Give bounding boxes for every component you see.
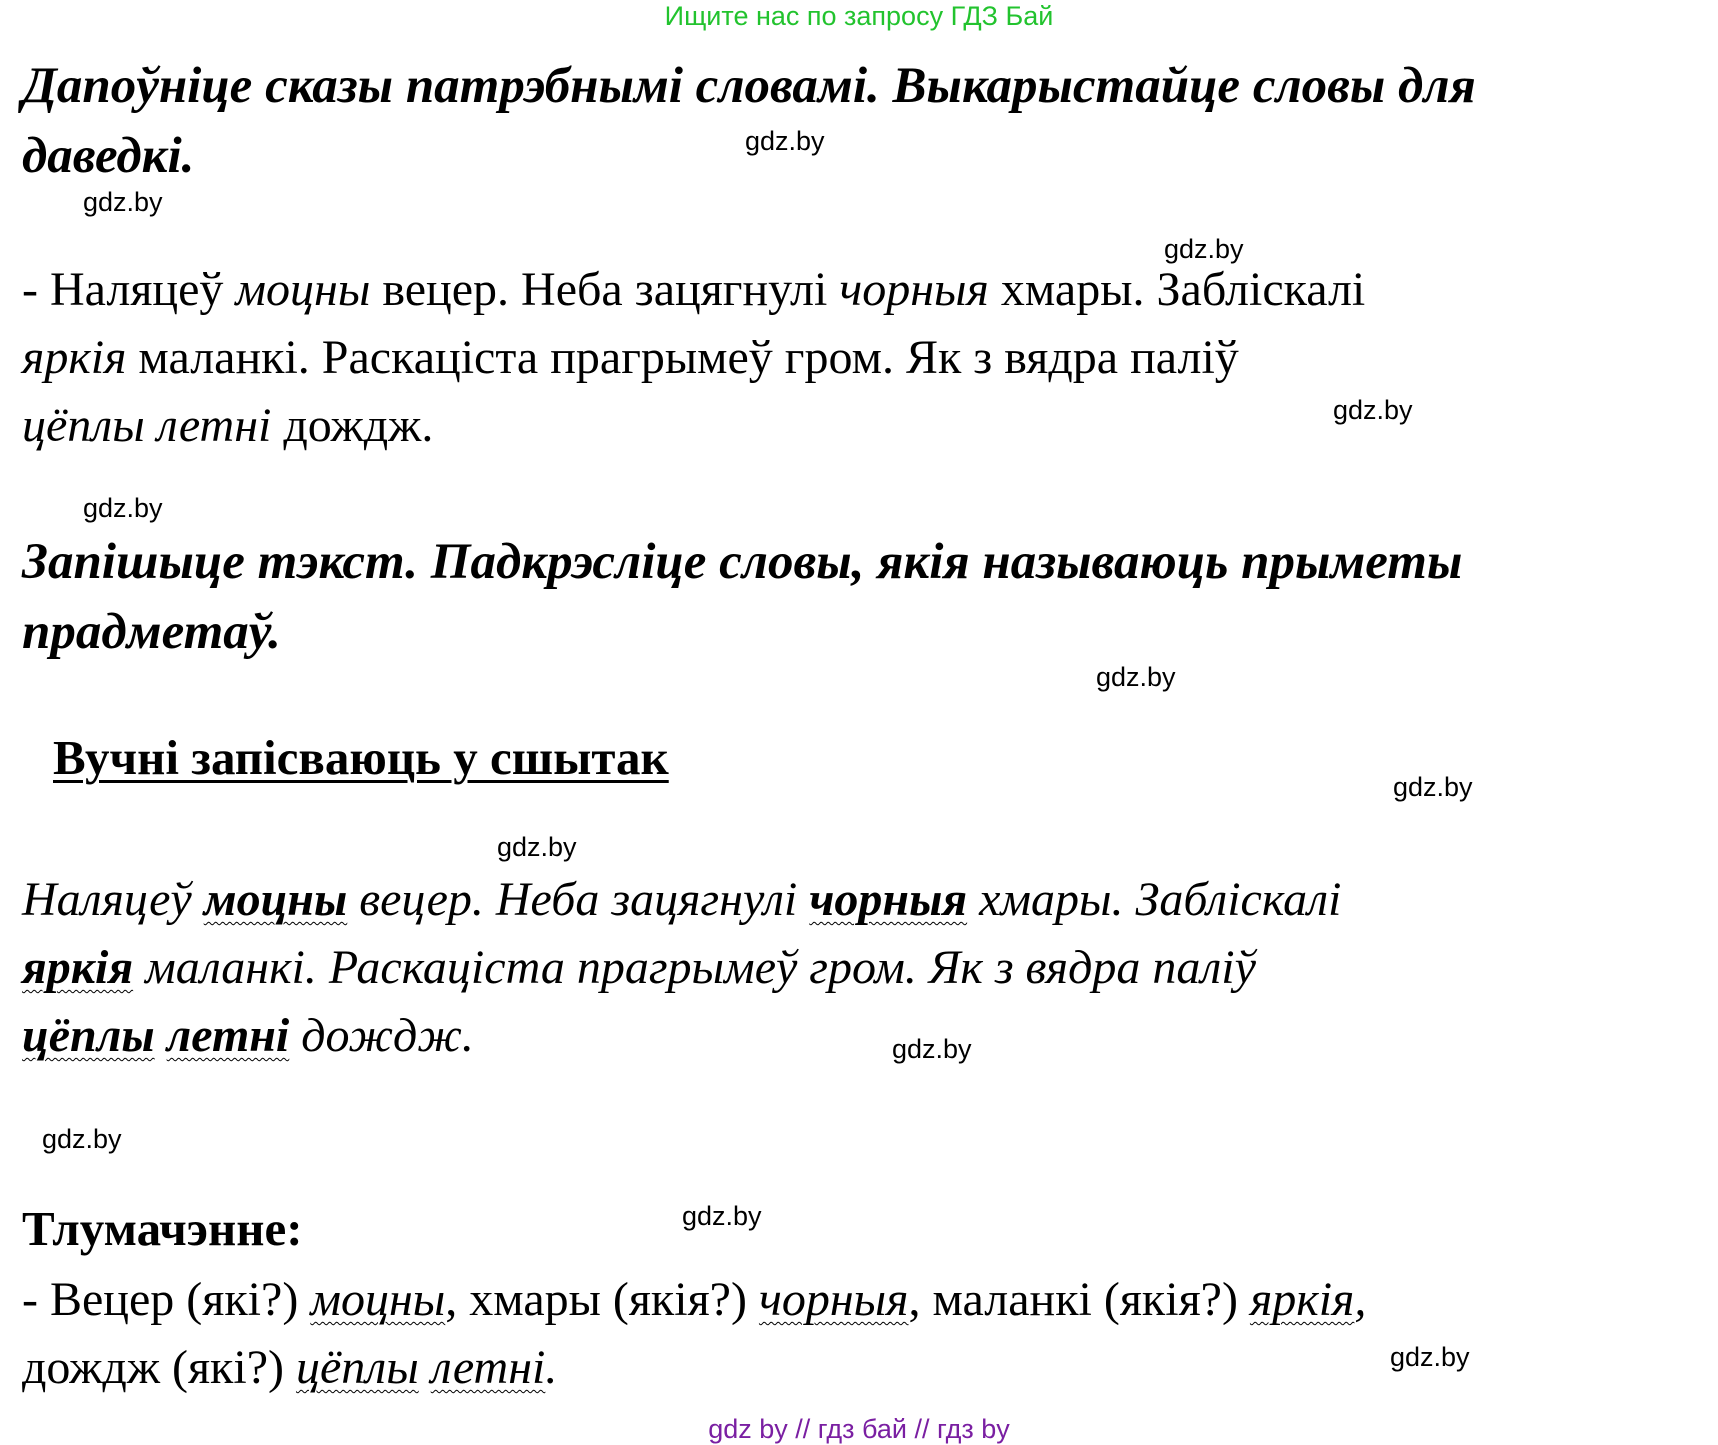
task2-line2: прадметаў. — [22, 604, 281, 660]
text-span: - Вецер (якi?) — [22, 1273, 311, 1326]
watermark: gdz.by — [1393, 772, 1473, 802]
text-span: , — [1354, 1273, 1367, 1326]
underlined-adjective: моцны — [310, 1273, 446, 1326]
underlined-adjective: моцны — [203, 873, 348, 926]
text-span: . — [545, 1341, 558, 1394]
task1-line2: даведкі. — [22, 128, 195, 184]
text-span: Наляцеў — [22, 873, 204, 926]
filled-word: цёплы летнi — [22, 399, 272, 452]
watermark: gdz.by — [1390, 1342, 1470, 1372]
text-span: дождж (якi?) — [22, 1341, 296, 1394]
answer2-line1 — [22, 866, 1341, 934]
explanation-title: Тлумачэнне: — [22, 1201, 303, 1256]
underlined-adjective: яркiя — [1249, 1273, 1355, 1326]
task2-line1: Запiшыце тэкст. Падкрэслiце словы, якiя называюць прыметы — [22, 534, 1463, 590]
text-span: - Наляцеў — [22, 263, 236, 316]
underlined-adjective: яркiя — [22, 941, 134, 994]
section-header: Вучнi запiсваюць у сшытак — [53, 730, 669, 785]
answer1-line3 — [22, 392, 433, 460]
answer2-line2 — [22, 934, 1256, 1002]
text-span — [155, 1009, 167, 1062]
text-span: дождж. — [289, 1009, 474, 1062]
underlined-adjective: летнi — [430, 1341, 546, 1394]
text-span: вецер. Неба зацягнулі — [370, 263, 840, 316]
task1-line1: Дапоўніце сказы патрэбнымі словамі. Выкарыстайце словы для — [22, 58, 1476, 114]
watermark: gdz.by — [497, 832, 577, 862]
text-span: хмары. Заблiскалi — [988, 263, 1366, 316]
underlined-adjective: цёплы — [22, 1009, 155, 1062]
answer2-line3 — [22, 1002, 474, 1070]
text-span — [419, 1341, 431, 1394]
answer1-line2 — [22, 324, 1239, 392]
text-span: , маланкi (якiя?) — [908, 1273, 1250, 1326]
watermark: gdz.by — [1333, 395, 1413, 425]
watermark: gdz.by — [1164, 234, 1244, 264]
footer-links: gdz by // гдз бай // гдз by — [708, 1414, 1010, 1444]
answer1-line1 — [22, 256, 1365, 324]
watermark: gdz.by — [682, 1201, 762, 1231]
text-span: маланкi. Раскацiста прагрымеў гром. Як з вядра палiў — [126, 331, 1239, 384]
filled-word: яркiя — [22, 331, 127, 384]
underlined-adjective: чорныя — [809, 873, 968, 926]
explanation-line2 — [22, 1334, 557, 1402]
underlined-adjective: летнi — [166, 1009, 290, 1062]
filled-word: моцны — [235, 263, 371, 316]
text-span: , хмары (якiя?) — [445, 1273, 759, 1326]
watermark: gdz.by — [83, 187, 163, 217]
watermark: gdz.by — [42, 1124, 122, 1154]
watermark: gdz.by — [892, 1034, 972, 1064]
text-span: хмары. Заблiскалi — [967, 873, 1342, 926]
text-span: дождж. — [271, 399, 434, 452]
watermark: gdz.by — [745, 126, 825, 156]
underlined-adjective: чорныя — [758, 1273, 909, 1326]
text-span: маланкi. Раскацiста прагрымеў гром. Як з вядра палiў — [133, 941, 1256, 994]
filled-word: чорныя — [839, 263, 989, 316]
watermark: gdz.by — [83, 493, 163, 523]
explanation-line1 — [22, 1266, 1366, 1334]
search-banner: Ищите нас по запросу ГДЗ Бай — [664, 1, 1054, 31]
text-span: вецер. Неба зацягнулi — [347, 873, 810, 926]
underlined-adjective: цёплы — [295, 1341, 419, 1394]
watermark: gdz.by — [1096, 662, 1176, 692]
